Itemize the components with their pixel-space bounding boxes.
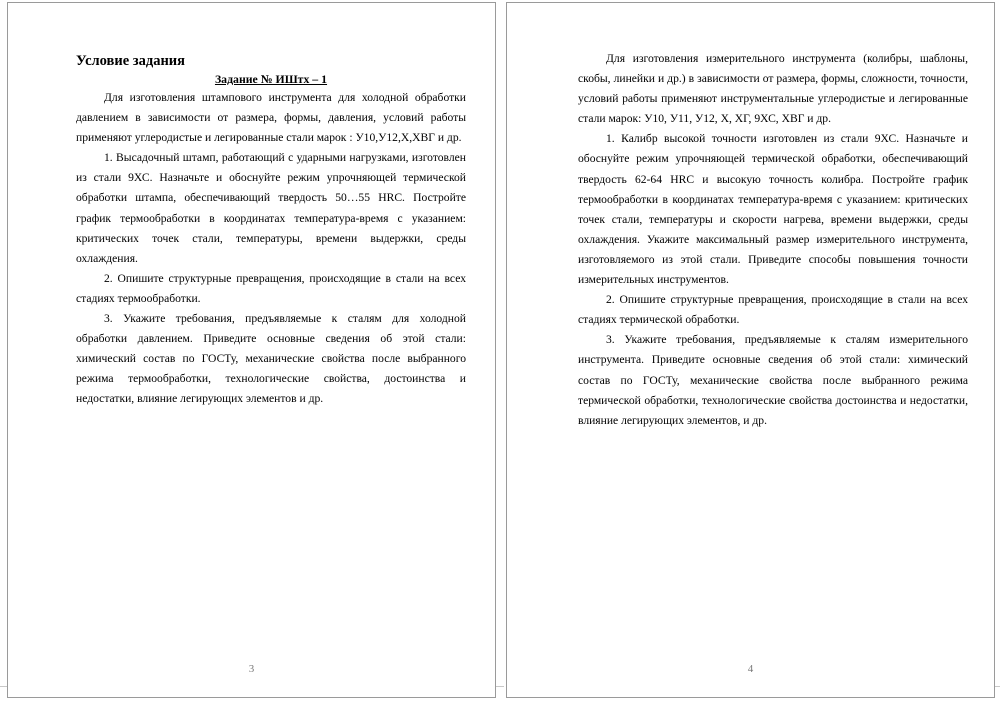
page-gap-marker [496,686,504,687]
document-page-4 [506,2,995,698]
paragraph-task-1: 1. Высадочный штамп, работающий с ударными нагрузками, изготовлен из стали 9ХС. Назначьте и обоснуйте режим упрочняющей термической обработки штампа, обеспечивающий твердость 50…55 HRC. Постройте график термообработки в координатах температура-время с указанием: критических точек стали, температуры, времени выдержки, среды охлаждения. [76,151,466,265]
paragraph-task-3: 3. Укажите требования, предъявляемые к сталям измерительного инструмента. Приведите основные сведения об этой стали: химический состав по ГОСТу, механические свойства после выбранного режима термической обработки, технологические свойства достоинства и недостатки, влияние легирующих элементов, и др. [578,333,968,427]
paragraph-task-3: 3. Укажите требования, предъявляемые к сталям для холодной обработки давлением. Приведите основные сведения об этой стали: химический состав по ГОСТу, механические свойства после выбранного режима термообработки, технологические свойства, достоинства и недостатки, влияние легирующих элементов и др. [76,312,466,406]
assignment-title: Задание № ИШтх – 1 [214,72,328,86]
paragraph-intro: Для изготовления измерительного инструмента (колибры, шаблоны, скобы, линейки и др.) в зависимости от размера, формы, сложности, точности, условий работы применяют инструментальные углеродистые и легированные стали марок: У10, У11, У12, Х, ХГ, 9ХС, ХВГ и др. [578,52,968,126]
document-page-3 [7,2,496,698]
paragraph-task-2: 2. Опишите структурные превращения, происходящие в стали на всех стадиях термообработки. [76,271,466,305]
paragraph-intro: Для изготовления штампового инструмента для холодной обработки давлением в зависимости от размера, формы, давления, условий работы применяют углеродистые и легированные стали марок : У10,У12,Х,ХВГ и др. [76,91,466,145]
paragraph-task-1: 1. Калибр высокой точности изготовлен из стали 9ХС. Назначьте и обоснуйте режим упрочняющей термической обработки, обеспечивающий твердость 62-64 HRC и высокую точность колибра. Постройте график термообработки в координатах температура-время с указанием: критических точек стали, температуры и скорости нагрева, времени выдержки, среды охлаждения. Укажите максимальный размер измерительного инструмента, изготовляемого из этой стали. Приведите способы повышения точности измерительных инструментов. [578,132,968,287]
page-content [76,51,466,410]
page-number: 4 [747,663,754,675]
paragraph-task-2: 2. Опишите структурные превращения, происходящие в стали на всех стадиях термической обработки. [578,293,968,327]
page-content [578,49,968,431]
section-heading: Условие задания [76,53,185,69]
page-number: 3 [248,663,255,675]
